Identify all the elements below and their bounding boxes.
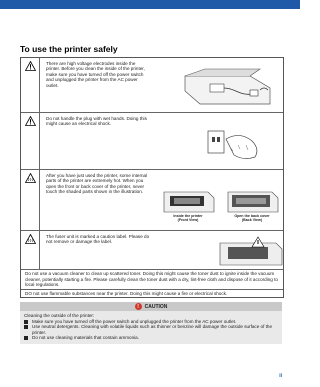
- exclamation-icon: !: [135, 303, 142, 310]
- warning-text: The fuser unit is marked a caution label. Please do not remove or damage the label.: [46, 234, 150, 245]
- warning-row: [21, 58, 283, 113]
- warning-text: There are high voltage electrodes inside the printer. Before you clean the inside of the printer, make sure you have turned off the power switch and unplugged the printer from the AC power outlet.: [46, 61, 145, 88]
- warning-table: [20, 57, 284, 298]
- list-item: Use neutral detergents. Cleaning with volatile liquids such as thinner or benzine will damage the outside surface of the printer.: [24, 324, 278, 335]
- caption-front-view: Inside the printer (Front View): [173, 214, 203, 223]
- warning-row: [21, 231, 283, 270]
- caution-box: [20, 302, 282, 344]
- hot-surface-icon: [21, 170, 40, 230]
- caution-body: [20, 311, 282, 344]
- warning-row: [21, 113, 283, 170]
- header-bar: [0, 0, 300, 9]
- warning-text: After you have just used the printer, some internal parts of the printer are extremely hot. When you open the front or back cover of the printer, never touch the shaded parts shown in the illustration.: [46, 173, 148, 195]
- warning-text: Do not handle the plug with wet hands. Doing this might cause an electrical shock.: [46, 116, 147, 127]
- bullet-icon: [24, 336, 28, 340]
- wet-hands-plug-illustration: [200, 121, 270, 168]
- bullet-icon: [24, 320, 28, 324]
- warning-triangle-icon: [21, 58, 40, 112]
- hot-surface-icon: [21, 231, 40, 269]
- warning-row: [21, 170, 283, 231]
- list-item: Do not use cleaning materials that contain ammonia.: [24, 335, 278, 341]
- page-title: To use the printer safely: [20, 44, 118, 54]
- caution-label: CAUTION: [144, 303, 168, 310]
- caution-intro: Cleaning the outside of the printer:: [24, 313, 95, 318]
- warning-triangle-icon: [21, 113, 40, 169]
- page-number: ii: [279, 373, 282, 379]
- unplug-illustration: [180, 66, 280, 111]
- list-item: Make sure you have turned off the power switch and unplugged the printer from the AC power outlet.: [24, 319, 278, 325]
- note-flammable: DO not use flammable substances near the printer. Doing this might cause a fire or electrical shock.: [25, 290, 228, 296]
- fuser-label-illustration: [218, 233, 284, 272]
- caption-back-view: Open the back cover (Back View): [234, 214, 270, 223]
- note-vacuum: Do not use a vacuum cleaner to clean up scattered toner. Doing this might cause the toner dust to ignite inside the vacuum cleaner, potentially starting a fire. Please carefully clean the toner dust with a dry, lint-free cloth and dispose of it according to local regulations.: [21, 270, 283, 290]
- bullet-icon: [24, 325, 28, 329]
- caution-header: [20, 302, 282, 311]
